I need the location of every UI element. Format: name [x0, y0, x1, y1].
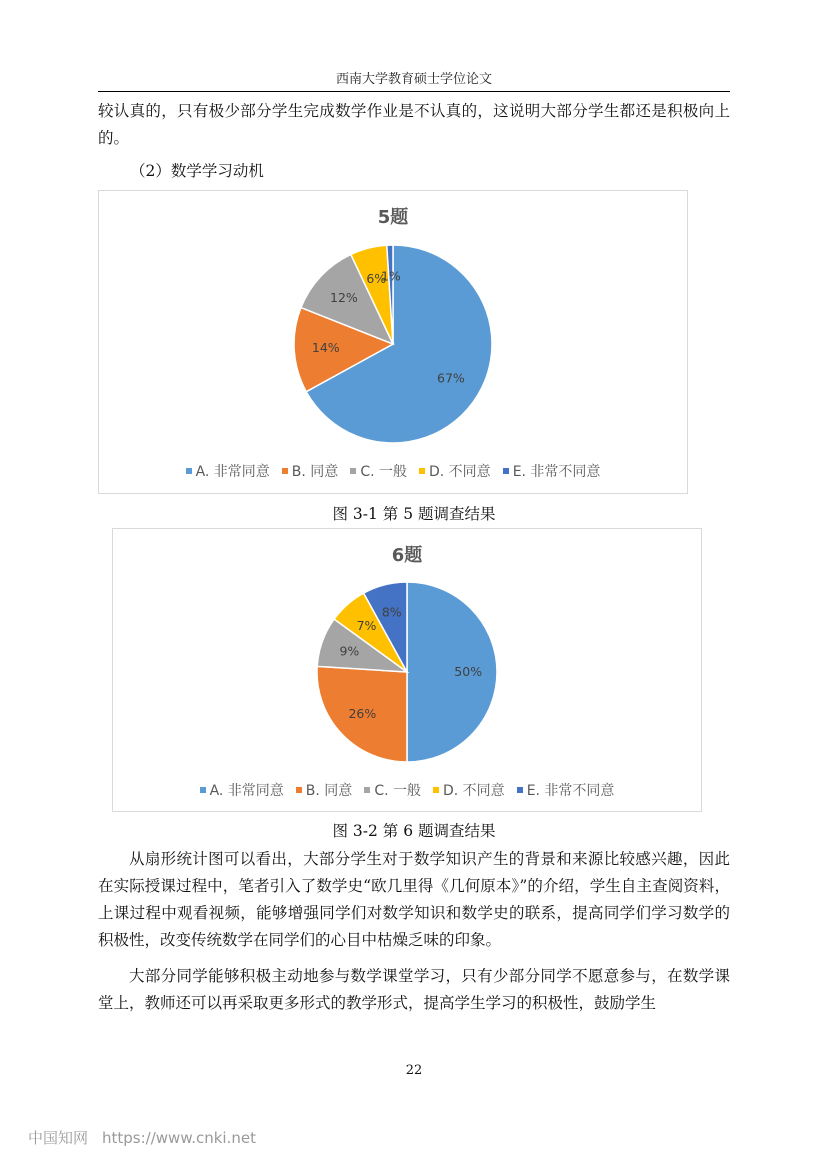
pie-chart-plot [99, 191, 687, 493]
slice-data-label: 50% [454, 664, 483, 679]
running-header: 西南大学教育硕士学位论文 [335, 72, 492, 87]
legend-label: D. 不同意 [429, 464, 491, 480]
legend-item [364, 780, 421, 800]
legend-label: B. 同意 [305, 783, 353, 799]
paragraph-1: 较认真的，只有极少部分学生完成数学作业是不认真的，这说明大部分学生都还是积极向上的。 [98, 102, 730, 147]
chart-title: 5题 [377, 207, 409, 228]
section-subheading: （2）数学学习动机 [130, 162, 264, 180]
slice-data-label: 67% [437, 370, 465, 386]
pie-slice-a [407, 582, 497, 762]
legend-label: A. 非常同意 [209, 783, 284, 799]
legend-swatch [503, 468, 509, 474]
cnki-watermark [28, 1127, 256, 1148]
legend-label: C. 一般 [360, 464, 407, 480]
slice-data-label: 1% [380, 268, 401, 284]
watermark-url[interactable]: https://www.cnki.net [102, 1129, 256, 1147]
slice-data-label: 7% [356, 618, 377, 634]
figure-caption-1: 图 3-1 第 5 题调查结果 [332, 505, 496, 523]
pie-chart-q6 [112, 528, 702, 812]
legend-item [503, 461, 601, 481]
legend-item [186, 461, 270, 481]
legend-swatch [296, 787, 302, 793]
pie-chart-q5 [98, 190, 688, 494]
legend-label: E. 非常不同意 [526, 783, 615, 799]
paragraph-3: 大部分同学能够积极主动地参与数学课堂学习，只有少部分同学不愿意参与，在数学课堂上，教师还可以再采取更多形式的教学形式，提高学生学习的积极性，鼓励学生 [98, 967, 730, 1012]
chart-legend [113, 780, 701, 800]
legend-item [282, 461, 339, 481]
legend-swatch [433, 787, 439, 793]
chart-title: 6题 [391, 545, 423, 566]
slice-data-label: 14% [311, 340, 340, 356]
slice-data-label: 8% [381, 604, 402, 620]
legend-item [296, 780, 353, 800]
watermark-brand: 中国知网 [28, 1129, 89, 1147]
slice-data-label: 6% [366, 270, 387, 286]
header-rule [98, 91, 730, 92]
legend-item [517, 780, 615, 800]
legend-swatch [186, 468, 192, 474]
legend-swatch [419, 468, 425, 474]
legend-swatch [282, 468, 288, 474]
legend-label: A. 非常同意 [195, 464, 270, 480]
legend-item [200, 780, 284, 800]
legend-label: B. 同意 [291, 464, 339, 480]
paragraph-2: 从扇形统计图可以看出，大部分学生对于数学知识产生的背景和来源比较感兴趣，因此在实际授课过程中，笔者引入了数学史“欧几里得《几何原本》”的介绍，学生自主查阅资料，上课过程中观看视频，能够增强同学们对数学知识和数学史的联系，提高同学们学习数学的积极性，改变传统数学在同学们的心目中枯燥乏味的印象。 [98, 850, 730, 949]
legend-item [419, 461, 491, 481]
legend-label: D. 不同意 [443, 783, 505, 799]
page-number: 22 [405, 1063, 423, 1078]
figure-caption-2: 图 3-2 第 6 题调查结果 [332, 822, 496, 840]
legend-swatch [350, 468, 356, 474]
slice-data-label: 12% [330, 289, 358, 305]
legend-item [433, 780, 505, 800]
slice-data-label: 9% [339, 643, 360, 659]
legend-label: E. 非常不同意 [512, 464, 601, 480]
legend-swatch [364, 787, 370, 793]
legend-swatch [200, 787, 206, 793]
slice-data-label: 26% [348, 705, 377, 721]
legend-label: C. 一般 [374, 783, 421, 799]
legend-item [350, 461, 407, 481]
pie-chart-plot [113, 529, 701, 811]
legend-swatch [517, 787, 523, 793]
chart-legend [99, 461, 687, 481]
